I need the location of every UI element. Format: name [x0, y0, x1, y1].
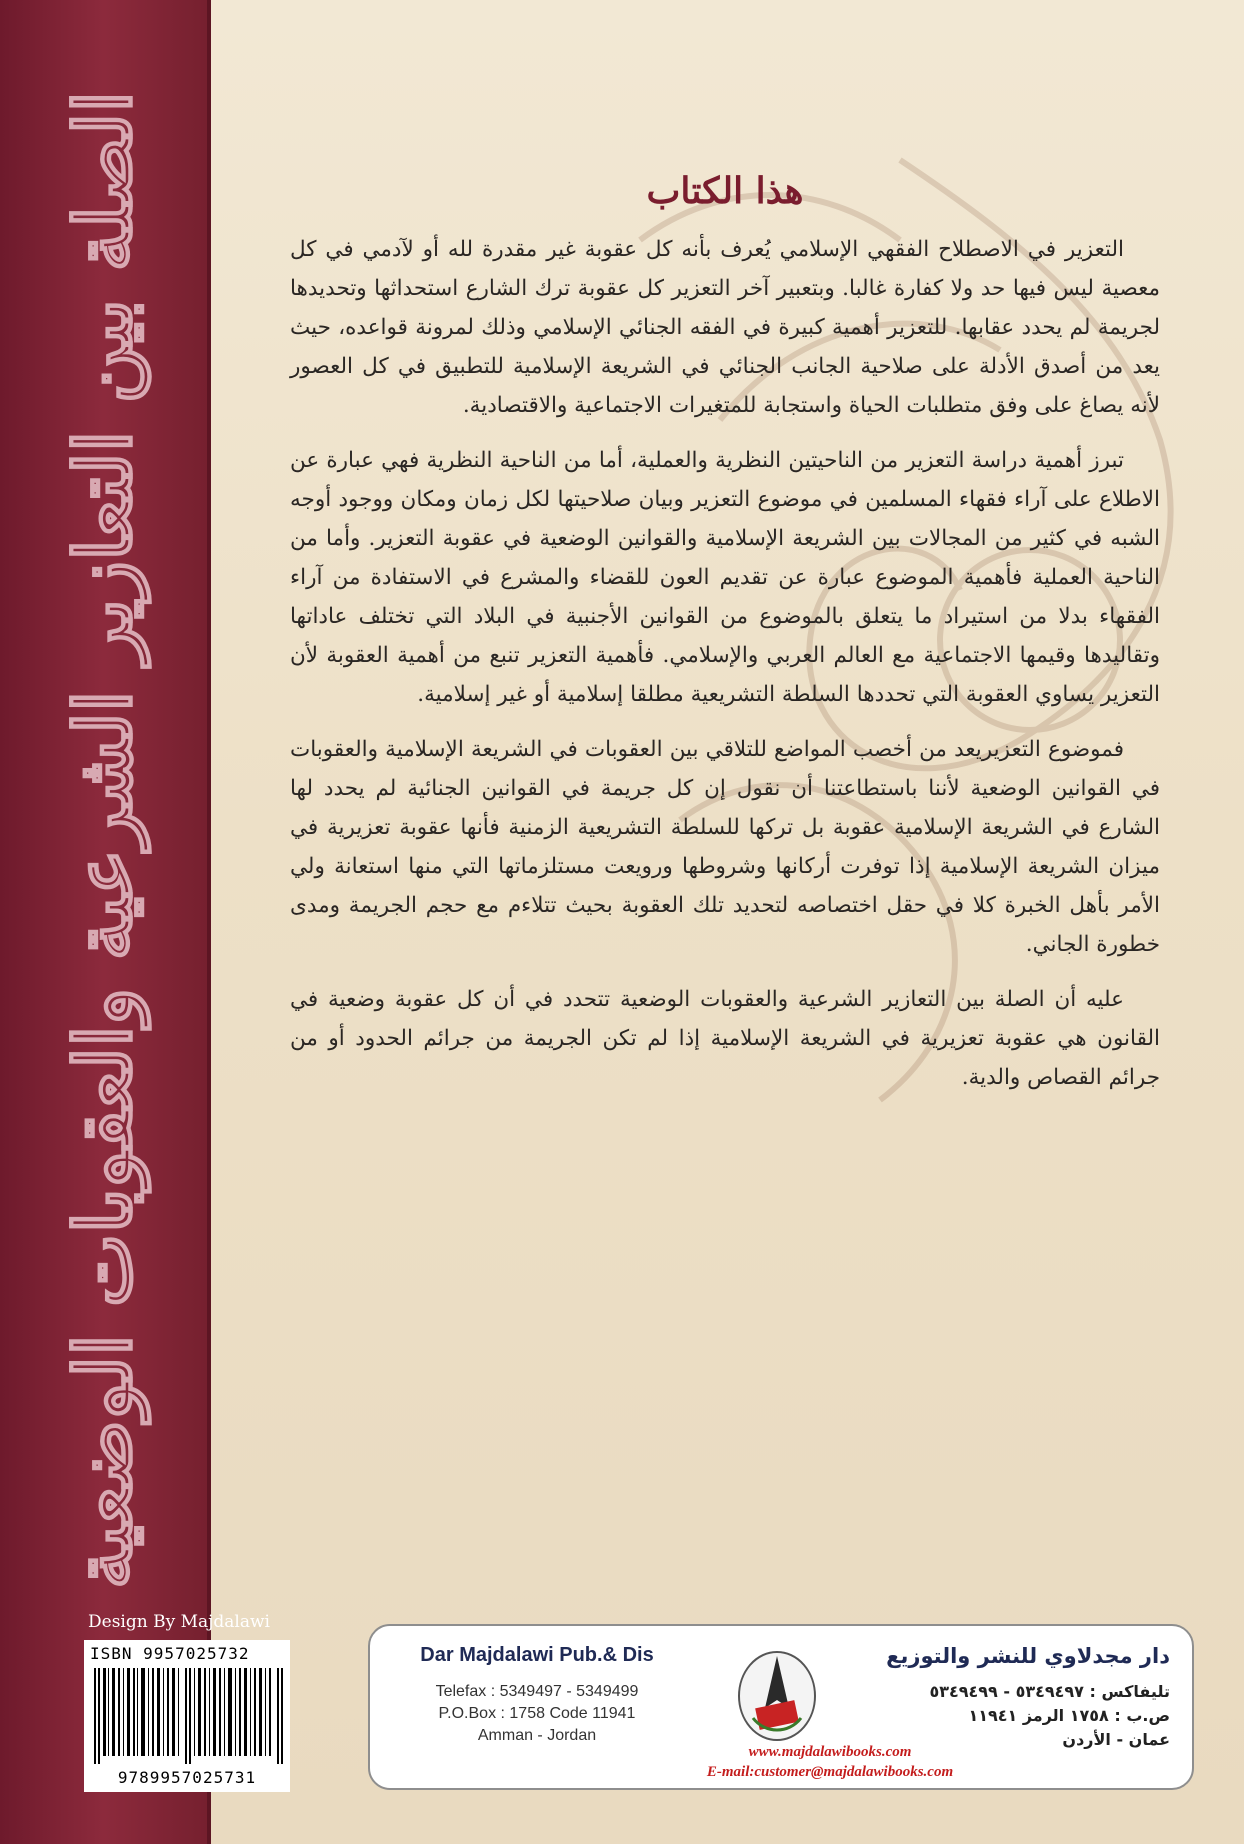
email-link[interactable]: E-mail:customer@majdalawibooks.com	[706, 1764, 954, 1780]
isbn-label: ISBN 9957025732	[90, 1644, 250, 1663]
barcode-bars	[94, 1668, 284, 1764]
pobox-ar: ص.ب : ١٧٥٨ الرمز ١١٩٤١	[968, 1706, 1170, 1725]
paragraph-2: تبرز أهمية دراسة التعزير من الناحيتين النظرية والعملية، أما من الناحية النظرية فهي عبارة عن الاطلاع على آراء فقهاء المسلمين في موضوع التعزير وبيان صلاحيتها لكل زمان ومكان ووجود أوجه الشبه في كثير من المجالات بين الشريعة الإسلامية والقوانين الوضعية في عقوبة التعزير. وأما من الناحية العملية فأهمية الموضوع عبارة عن تقديم العون للقضاء والمشرع في الاستفادة من آراء الفقهاء بدلا من استيراد ما يتعلق بالموضوع من القوانين الأجنبية في البلاد التي تختلف عاداتها وتقاليدها وقيمها الاجتماعية مع العالم العربي والإسلامي. فأهمية التعزير تنبع من أهمية العقوبة لأن التعزير يساوي العقوبة التي تحددها السلطة التشريعية مطلقا إسلامية أو غير إسلامية.	[290, 448, 1160, 707]
publisher-name-ar: دار مجدلاوي للنشر والتوزيع	[886, 1644, 1170, 1668]
paragraph-3: فموضوع التعزيريعد من أخصب المواضع للتلاقي بين العقوبات في الشريعة الإسلامية والعقوبات في القوانين الوضعية لأننا باستطاعتنا أن نقول إن كل جريمة في القوانين الجنائية لم يحدد لها الشارع في الشريعة الإسلامية عقوبة بل تركها للسلطة التشريعية الزمنية فأنها عقوبة تعزيرية في ميزان الشريعة الإسلامية إذا توفرت أركانها وشروطها ورويعت مستلزماتها التي منها استعانة ولي الأمر بأهل الخبرة كلا في حقل اختصاصه لتحديد تلك العقوبة بحيث تتلاءم مع حجم الجريمة ومدى خطورة الجاني.	[290, 737, 1160, 957]
telefax-ar: تليفاكس : ٥٣٤٩٤٩٧ - ٥٣٤٩٤٩٩	[929, 1682, 1170, 1701]
publisher-english	[392, 1644, 682, 1747]
publisher-box	[368, 1624, 1194, 1790]
publisher-logo-icon	[735, 1648, 819, 1744]
pobox-en: P.O.Box : 1758 Code 11941	[438, 1705, 636, 1722]
telefax-en: Telefax : 5349497 - 5349499	[435, 1683, 639, 1700]
description-block	[290, 170, 1160, 1113]
paragraph-4: عليه أن الصلة بين التعازير الشرعية والعقوبات الوضعية تتحدد في أن كل عقوبة وضعية في القانون هي عقوبة تعزيرية في الشريعة الإسلامية إذا لم تكن الجريمة من جرائم الحدود أو من جرائم القصاص والدية.	[290, 987, 1160, 1090]
barcode-number: 9789957025731	[117, 1768, 257, 1787]
publisher-contact	[670, 1742, 990, 1782]
website-link[interactable]: www.majdalawibooks.com	[748, 1744, 912, 1760]
publisher-name-en: Dar Majdalawi Pub.& Dis	[420, 1644, 654, 1666]
design-credit: Design By Majdalawi	[88, 1612, 270, 1632]
section-heading: هذا الكتاب	[646, 170, 804, 212]
spine-edge	[207, 0, 211, 1844]
barcode	[84, 1640, 290, 1792]
city-ar: عمان - الأردن	[1062, 1730, 1170, 1749]
publisher-arabic	[870, 1644, 1170, 1752]
paragraph-1: التعزير في الاصطلاح الفقهي الإسلامي يُعرف بأنه كل عقوبة غير مقدرة لله أو لآدمي في كل معصية ليس فيها حد ولا كفارة غالبا. وبتعبير آخر التعزير كل عقوبة ترك الشارع استحداثها وتحديدها لجريمة لم يحدد عقابها. للتعزير أهمية كبيرة في الفقه الجنائي الإسلامي وذلك لمرونة قواعده، حيث يعد من أصدق الأدلة على صلاحية الجانب الجنائي في الشريعة الإسلامية للتطبيق في كل العصور لأنه يصاغ على وفق متطلبات الحياة واستجابة للمتغيرات الاجتماعية والاقتصادية.	[290, 237, 1160, 418]
spine-title: الصلة بين التعازير الشرعية والعقوبات الوضعية	[58, 90, 150, 1590]
city-en: Amman - Jordan	[477, 1727, 597, 1744]
